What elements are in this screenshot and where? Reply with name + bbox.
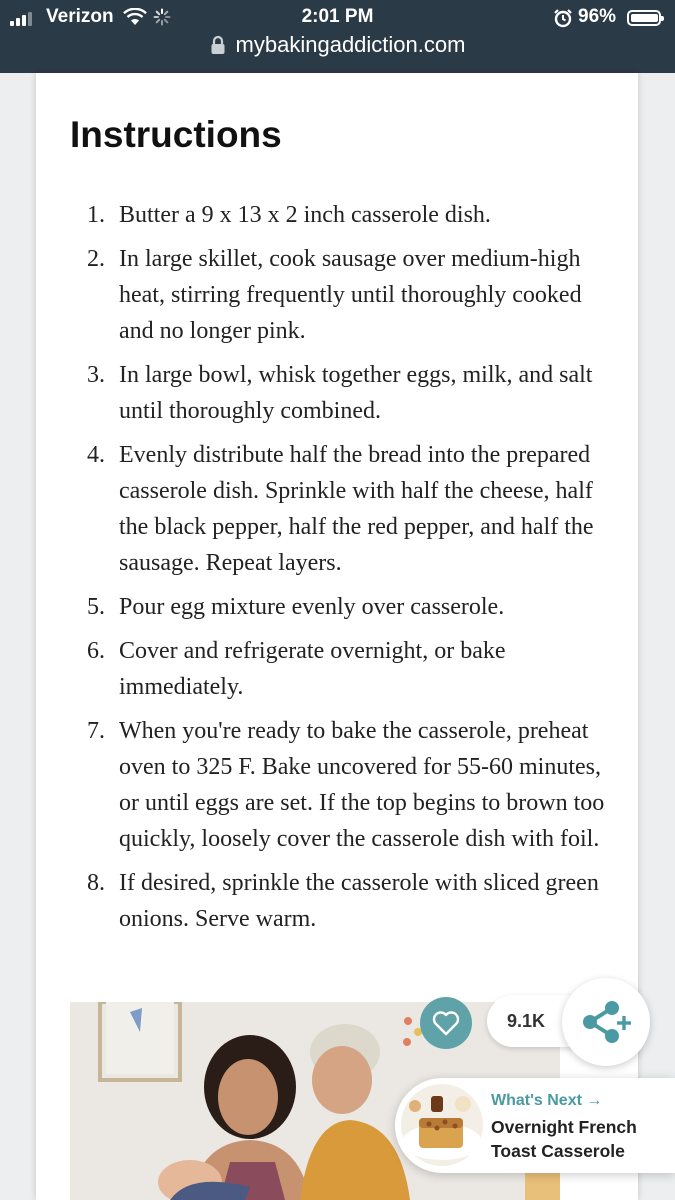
instruction-step: 2. In large skillet, cook sausage over medium-high heat, stirring frequently until thoroughly cooked and no longer pink. (87, 246, 582, 344)
status-bar (0, 6, 675, 30)
step-text: In large bowl, whisk together eggs, milk, and salt until thoroughly combined. (119, 362, 593, 424)
clock: 2:01 PM (301, 6, 374, 27)
step-text: Butter a 9 x 13 x 2 inch casserole dish. (119, 202, 491, 228)
lock-icon (210, 35, 226, 55)
instructions-heading: Instructions (70, 114, 282, 155)
step-text: Pour egg mixture evenly over casserole. (119, 594, 505, 620)
alarm-icon (553, 8, 573, 28)
instruction-step: 8. If desired, sprinkle the casserole with sliced green onions. Serve warm. (87, 870, 599, 932)
instructions-list (70, 197, 610, 945)
heart-icon (432, 1010, 460, 1036)
step-text: If desired, sprinkle the casserole with sliced green onions. Serve warm. (119, 870, 599, 932)
carrier-name: Verizon (46, 6, 114, 27)
whats-next-thumbnail (401, 1084, 483, 1166)
step-text: When you're ready to bake the casserole, preheat oven to 325 F. Bake uncovered for 55-60 minutes, or until eggs are set. If the top begins to brown too quickly, loosely cover the casserole dish with foil. (119, 718, 605, 852)
share-plus-icon (578, 998, 634, 1046)
whats-next-title[interactable]: Overnight French Toast Casserole (491, 1117, 637, 1161)
step-text: In large skillet, cook sausage over medium-high heat, stirring frequently until thoroughly cooked and no longer pink. (119, 246, 582, 344)
instruction-step: 4. Evenly distribute half the bread into the prepared casserole dish. Sprinkle with half the cheese, half the black pepper, half the red pepper, and half the sausage. Repeat layers. (87, 442, 594, 576)
instruction-step: 1. Butter a 9 x 13 x 2 inch casserole dish. (87, 202, 491, 228)
instruction-step: 5. Pour egg mixture evenly over casserole. (87, 594, 505, 620)
instruction-step: 7. When you're ready to bake the casserole, preheat oven to 325 F. Bake uncovered for 55-60 minutes, or until eggs are set. If the top begins to brown too quickly, loosely cover the casserole dish with foil. (87, 718, 605, 852)
battery-percent: 96% (578, 6, 617, 27)
whats-next-card[interactable] (395, 1078, 675, 1173)
save-heart-button[interactable] (420, 997, 472, 1049)
save-count-badge: 9.1K (487, 995, 592, 1047)
instruction-step: 6. Cover and refrigerate overnight, or bake immediately. (87, 638, 506, 700)
instruction-step: 3. In large bowl, whisk together eggs, milk, and salt until thoroughly combined. (87, 362, 593, 424)
share-button[interactable] (562, 978, 650, 1066)
step-text: Evenly distribute half the bread into the prepared casserole dish. Sprinkle with half the cheese, half the black pepper, half the red pepper, and half the sausage. Repeat layers. (119, 442, 594, 576)
url-text[interactable]: mybakingaddiction.com (235, 32, 466, 57)
browser-top-bar (0, 0, 675, 73)
step-text: Cover and refrigerate overnight, or bake immediately. (119, 638, 506, 700)
battery-icon (627, 10, 661, 26)
whats-next-label: What's Next → (491, 1092, 603, 1109)
address-bar[interactable] (0, 32, 675, 62)
